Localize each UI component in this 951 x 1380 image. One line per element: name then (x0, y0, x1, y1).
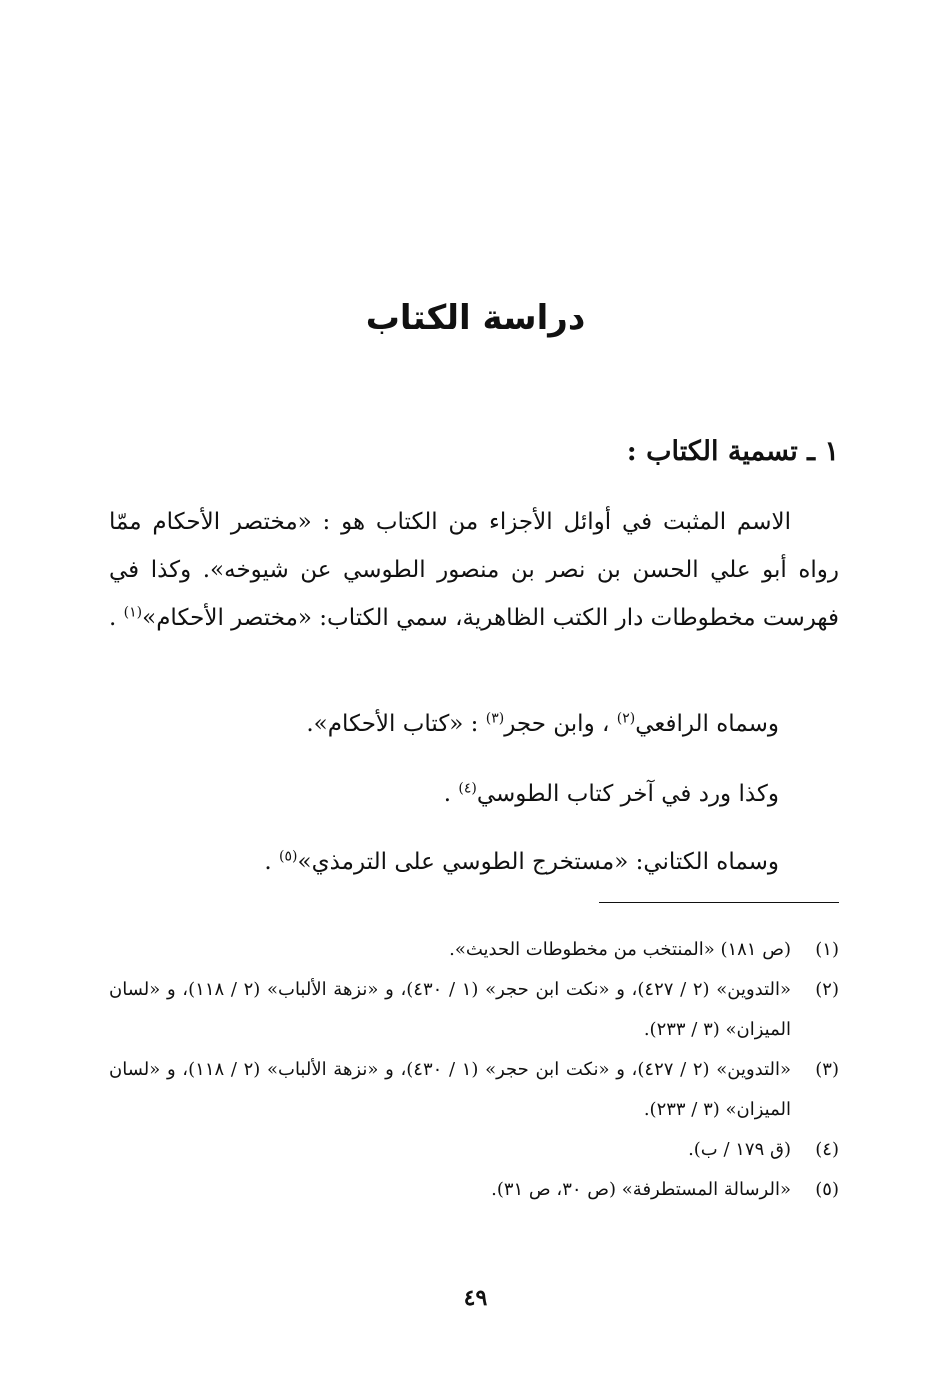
footnote-number: (٤) (815, 1139, 839, 1160)
line-text: وسماه الرافعي (635, 711, 779, 737)
footnote-number: (٣) (815, 1059, 839, 1080)
footnote-ref: (٣) (485, 710, 505, 727)
footnote-item (109, 930, 839, 970)
footnote-number: (٢) (815, 979, 839, 1000)
line-text: وسماه الكتاني: «مستخرج الطوسي على الترمذي» (297, 849, 779, 875)
page-number: ٤٩ (463, 1285, 488, 1311)
section-heading: ١ ـ تسمية الكتاب : (626, 436, 839, 467)
footnote-item (109, 1170, 839, 1210)
footnote-divider (599, 902, 839, 903)
line-text: وكذا ورد في آخر كتاب الطوسي (476, 781, 779, 807)
footnote-number: (٥) (815, 1179, 839, 1200)
footnote-item (109, 1130, 839, 1170)
footnote-ref: (١) (123, 604, 143, 621)
footnote-number: (١) (815, 939, 839, 960)
line-tail: . (443, 781, 459, 807)
footnote-text: (ق ١٧٩ / ب). (688, 1139, 791, 1160)
footnote-item (109, 1050, 839, 1130)
footnote-ref: (٥) (279, 848, 298, 865)
naming-line-rafii (109, 700, 779, 748)
footnote-ref: (٢) (616, 710, 636, 727)
footnote-text: «الرسالة المستطرفة» (ص ٣٠، ص ٣١). (491, 1179, 791, 1200)
line-text: : «كتاب الأحكام». (306, 711, 486, 737)
paragraph-tail: . (109, 605, 124, 631)
footnote-item (109, 970, 839, 1050)
naming-line-tusi (109, 770, 779, 818)
footnote-text: «التدوين» (٢ / ٤٢٧)، و «نكت ابن حجر» (١ / ٤٣٠)، و «نزهة الألباب» (٢ / ١١٨)، و «لسان الميزان» (٣ / ٢٣٣). (109, 1059, 792, 1120)
line-tail: . (264, 849, 280, 875)
line-text: ، وابن حجر (504, 711, 617, 737)
paragraph-text: الاسم المثبت في أوائل الأجزاء من الكتاب هو : «مختصر الأحكام ممّا رواه أبو علي الحسن بن نصر بن منصور الطوسي عن شيوخه». وكذا في فهرست مخطوطات دار الكتب الظاهرية، سمي الكتاب: «مختصر الأحكام» (109, 509, 839, 631)
body-paragraph (109, 498, 839, 642)
footnote-text: (ص ١٨١) «المنتخب من مخطوطات الحديث». (449, 939, 791, 960)
footnotes-list (109, 930, 839, 1210)
footnote-text: «التدوين» (٢ / ٤٢٧)، و «نكت ابن حجر» (١ / ٤٣٠)، و «نزهة الألباب» (٢ / ١١٨)، و «لسان الميزان» (٣ / ٢٣٣). (109, 979, 792, 1040)
footnote-ref: (٤) (458, 780, 477, 797)
naming-line-kattani (109, 838, 779, 886)
page-title: دراسة الكتاب (365, 298, 586, 338)
